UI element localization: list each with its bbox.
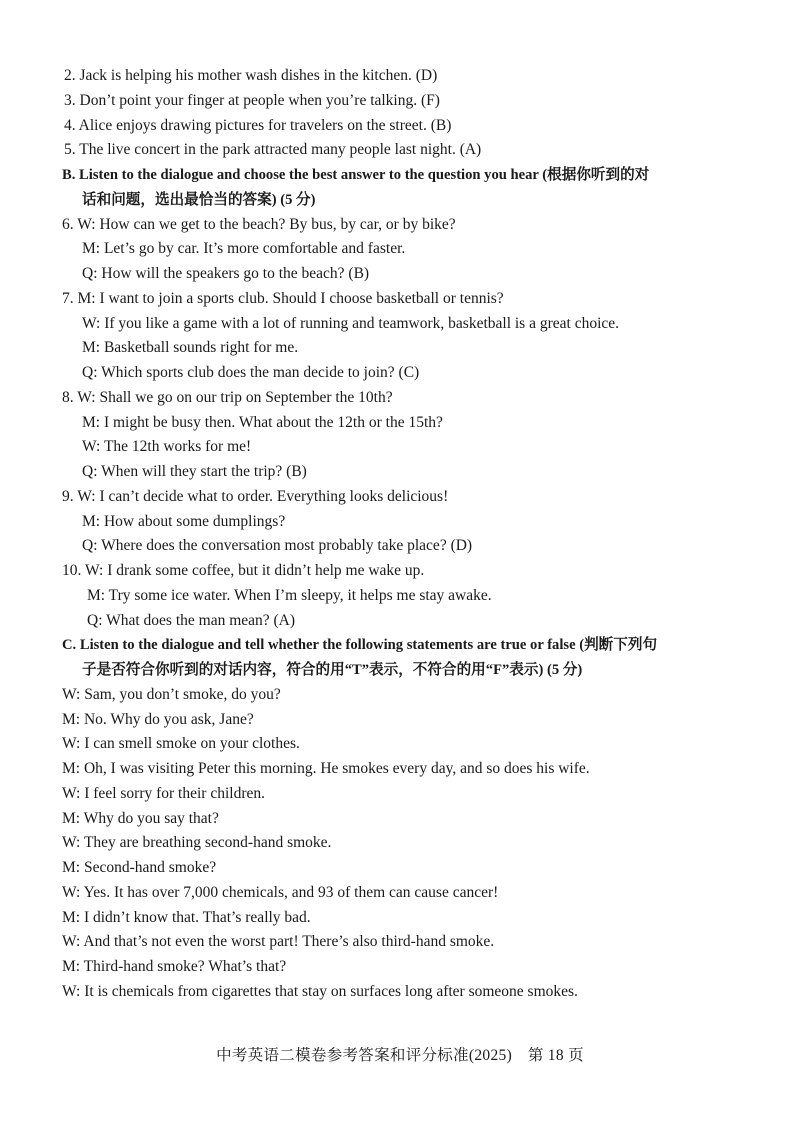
dialogue-7-m: 7. M: I want to join a sports club. Should I choose basketball or tennis? xyxy=(62,289,504,307)
answer-line-3: 3. Don’t point your finger at people when you’re talking. (F) xyxy=(64,91,440,109)
dialogue-c-line-5: W: I feel sorry for their children. xyxy=(62,784,265,802)
dialogue-10-w: 10. W: I drank some coffee, but it didn’t help me wake up. xyxy=(62,562,425,579)
section-c-heading-cont: 子是否符合你听到的对话内容，符合的用“T”表示，不符合的用“F”表示) (5 分) xyxy=(82,662,583,678)
dialogue-c-line-8: M: Second-hand smoke? xyxy=(62,859,217,876)
page-footer: 中考英语二模卷参考答案和评分标准(2025) 第 18 页 xyxy=(216,1047,584,1064)
section-b-heading: B. Listen to the dialogue and choose the best answer to the question you hear (根据你听到的对 xyxy=(62,167,650,183)
dialogue-7-m2: M: Basketball sounds right for me. xyxy=(82,339,299,357)
dialogue-c-line-3: W: I can smell smoke on your clothes. xyxy=(62,735,300,753)
answer-line-2: 2. Jack is helping his mother wash dishes in the kitchen. (D) xyxy=(64,67,438,84)
dialogue-6-q: Q: How will the speakers go to the beach? (B) xyxy=(82,265,370,282)
dialogue-8-w: 8. W: Shall we go on our trip on September the 10th? xyxy=(62,388,393,406)
dialogue-7-q: Q: Which sports club does the man decide to join? (C) xyxy=(82,364,420,381)
dialogue-c-line-7: W: They are breathing second-hand smoke. xyxy=(62,834,332,852)
dialogue-7-w: W: If you like a game with a lot of running and teamwork, basketball is a great choice. xyxy=(82,314,620,332)
dialogue-8-q: Q: When will they start the trip? (B) xyxy=(82,463,307,480)
dialogue-c-line-2: M: No. Why do you ask, Jane? xyxy=(62,710,254,728)
dialogue-c-line-4: M: Oh, I was visiting Peter this morning. He smokes every day, and so does his wife. xyxy=(62,760,590,777)
answer-line-5: 5. The live concert in the park attracted many people last night. (A) xyxy=(64,141,482,159)
dialogue-10-m: M: Try some ice water. When I’m sleepy, it helps me stay awake. xyxy=(87,586,492,604)
dialogue-c-line-6: M: Why do you say that? xyxy=(62,809,219,827)
dialogue-6-w: 6. W: How can we get to the beach? By bus, by car, or by bike? xyxy=(62,215,456,233)
dialogue-9-m: M: How about some dumplings? xyxy=(82,512,286,530)
section-b-heading-cont: 话和问题，选出最恰当的答案) (5 分) xyxy=(82,191,316,208)
section-c-heading: C. Listen to the dialogue and tell whether the following statements are true or false (判断下列句 xyxy=(62,637,658,654)
page-content xyxy=(0,64,800,1005)
dialogue-9-q: Q: Where does the conversation most probably take place? (D) xyxy=(82,537,473,555)
dialogue-c-line-13: W: It is chemicals from cigarettes that stay on surfaces long after someone smokes. xyxy=(62,982,578,1000)
dialogue-10-q: Q: What does the man mean? (A) xyxy=(87,611,296,629)
dialogue-8-m: M: I might be busy then. What about the 12th or the 15th? xyxy=(82,413,443,431)
dialogue-c-line-9: W: Yes. It has over 7,000 chemicals, and 93 of them can cause cancer! xyxy=(62,883,499,901)
dialogue-c-line-10: M: I didn’t know that. That’s really bad. xyxy=(62,908,311,926)
dialogue-8-w2: W: The 12th works for me! xyxy=(82,438,252,456)
answer-line-4: 4. Alice enjoys drawing pictures for travelers on the street. (B) xyxy=(64,116,452,134)
dialogue-c-line-1: W: Sam, you don’t smoke, do you? xyxy=(62,685,281,703)
dialogue-9-w: 9. W: I can’t decide what to order. Everything looks delicious! xyxy=(62,487,449,505)
dialogue-6-m: M: Let’s go by car. It’s more comfortable and faster. xyxy=(82,240,406,258)
dialogue-c-line-12: M: Third-hand smoke? What’s that? xyxy=(62,958,287,975)
dialogue-c-line-11: W: And that’s not even the worst part! There’s also third-hand smoke. xyxy=(62,933,495,951)
